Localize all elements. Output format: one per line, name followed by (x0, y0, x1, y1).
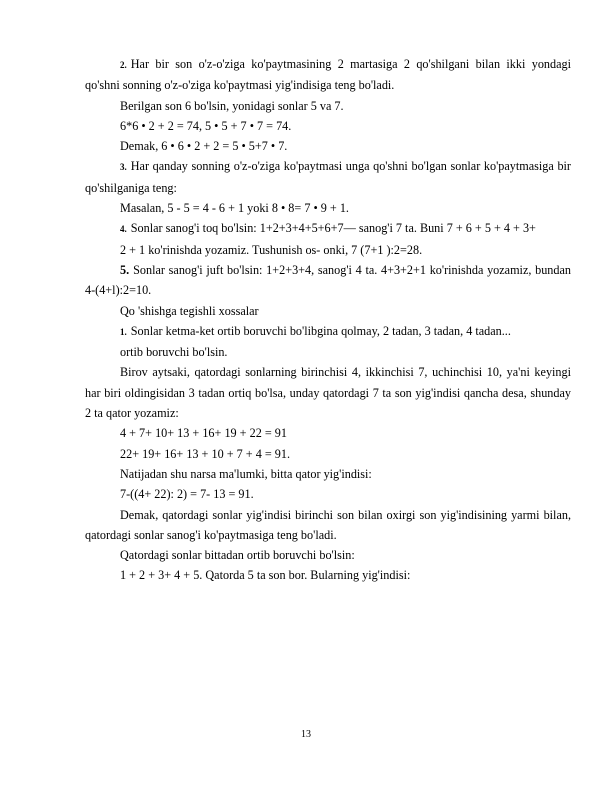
formula-line: 2 + 1 ko'rinishda yozamiz. Tushunish os- onki, 7 (7+1 ):2=28. (120, 242, 423, 257)
paragraph-text: Sonlar sanog'i juft bo'lsin: 1+2+3+4, sanog'i 4 ta. 4+3+2+1 ko'rinishda yozamiz, bundan 4-(4+l):2=10. (85, 262, 571, 298)
section-heading: Qo 'shishga tegishli xossalar (120, 303, 259, 318)
page-number: 13 (301, 729, 311, 740)
text-line: Berilgan son 6 bo'lsin, yonidagi sonlar 5 va 7. (120, 98, 344, 113)
item-number: 2. (120, 60, 127, 70)
item-number: 3. (120, 162, 127, 173)
paragraph-text: Sonlar sanog'i toq bo'lsin: 1+2+3+4+5+6+7— sanog'i 7 ta. Buni 7 + 6 + 5 + 4 + 3+ (130, 221, 536, 236)
text-line: Natijadan shu narsa ma'lumki, bitta qator yig'indisi: (120, 466, 372, 481)
formula-line: 7-((4+ 22): 2) = 7- 13 = 91. (120, 487, 254, 502)
paragraph-example: Birov aytsaki, qatordagi sonlarning birinchisi 4, ikkinchisi 7, uchinchisi 10, ya'ni keyingi har biri oldingisidan 3 tadan ortiq bo'lsa, unday qatordagi 7 ta son yig'indisi qancha desa, shunday 2 ta qator yozamiz: (85, 365, 571, 421)
paragraph-text: Har qanday sonning o'z-o'ziga ko'paytmasi unga qo'shni bo'lgan sonlar ko'paytmasiga bir qo'shilganiga teng: (85, 159, 571, 195)
formula-line: 6*6 • 2 + 2 = 74, 5 • 5 + 7 • 7 = 74. (120, 118, 292, 133)
document-body (85, 54, 571, 586)
text-line: Qatordagi sonlar bittadan ortib boruvchi bo'lsin: (120, 548, 355, 563)
paragraph-addition-property-1 (85, 321, 571, 342)
formula-line: 22+ 19+ 16+ 13 + 10 + 7 + 4 = 91. (120, 446, 290, 461)
formula-line: 4 + 7+ 10+ 13 + 16+ 19 + 22 = 91 (120, 426, 287, 441)
paragraph-text: Har bir son o'z-o'ziga ko'paytmasining 2 martasiga 2 qo'shilgani bilan ikki yondagi qo'shni sonning o'z-o'ziga ko'paytmasi yig'indisiga teng bo'ladi. (85, 57, 571, 93)
paragraph-property-4 (85, 218, 571, 239)
item-number: 1. (120, 326, 127, 337)
paragraph-property-3 (85, 156, 571, 198)
item-number: 4. (120, 224, 127, 235)
paragraph-conclusion: Demak, qatordagi sonlar yig'indisi birinchi son bilan oxirgi son yig'indisining yarmi bilan, qatordagi sonlar sanog'i ko'paytmasiga teng bo'ladi. (85, 507, 571, 542)
paragraph-property-2 (85, 54, 571, 96)
item-number: 5. (120, 262, 130, 277)
paragraph-text: Sonlar ketma-ket ortib boruvchi bo'libgina qolmay, 2 tadan, 3 tadan, 4 tadan... (130, 323, 511, 338)
formula-line: Demak, 6 • 6 • 2 + 2 = 5 • 5+7 • 7. (120, 139, 288, 154)
formula-line: Masalan, 5 - 5 = 4 - 6 + 1 yoki 8 • 8= 7 • 9 + 1. (120, 201, 349, 216)
text-line: ortib boruvchi bo'lsin. (120, 345, 228, 360)
paragraph-property-5 (85, 260, 571, 301)
formula-line: 1 + 2 + 3+ 4 + 5. Qatorda 5 ta son bor. Bularning yig'indisi: (120, 568, 411, 583)
